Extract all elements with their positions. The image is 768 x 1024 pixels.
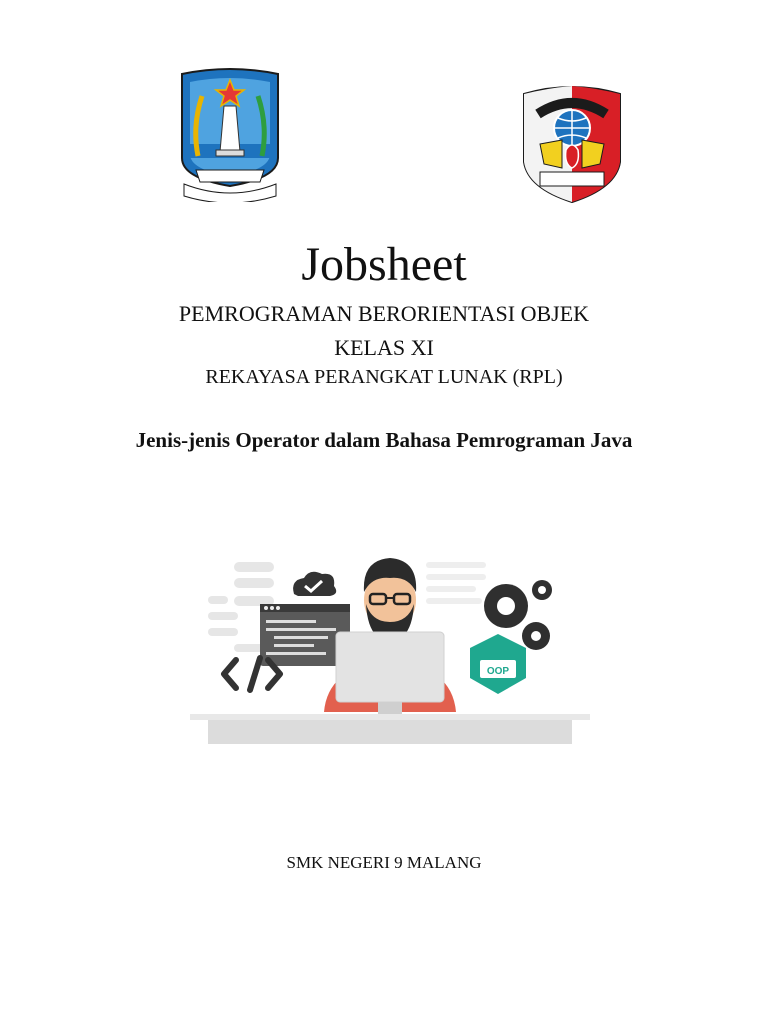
- smk-negeri-logo: [520, 84, 624, 204]
- subject-title: PEMROGRAMAN BERORIENTASI OBJEK: [178, 301, 590, 326]
- jawa-timur-logo: [176, 66, 284, 202]
- programmer-illustration: [186, 548, 594, 748]
- class-label: KELAS XI: [334, 335, 434, 360]
- page-title: Jobsheet: [301, 238, 467, 291]
- program-label: REKAYASA PERANGKAT LUNAK (RPL): [205, 366, 563, 388]
- smk-negeri-malang-emblem-icon: [520, 84, 624, 204]
- oop-badge-label: OOP: [486, 666, 510, 677]
- topic-heading: Jenis-jenis Operator dalam Bahasa Pemrograman Java: [135, 428, 633, 452]
- programmer-illustration-icon: [186, 548, 594, 748]
- jawa-timur-emblem-icon: [176, 66, 284, 202]
- school-name: SMK NEGERI 9 MALANG: [286, 853, 482, 872]
